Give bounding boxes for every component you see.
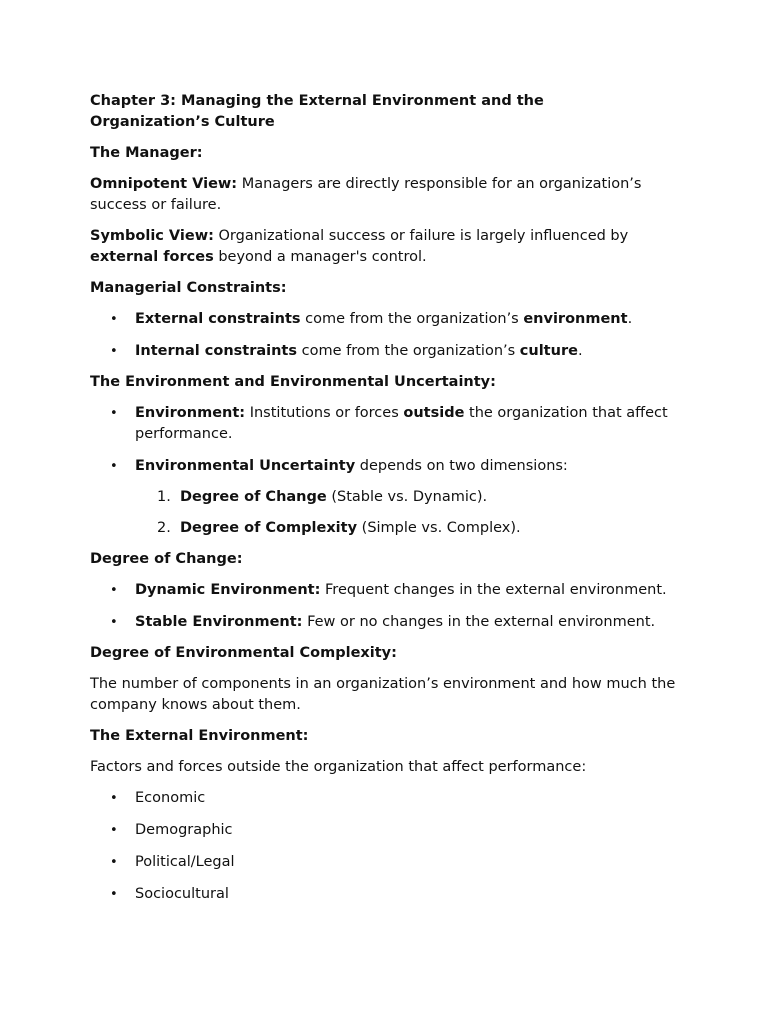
list-item-external-constraints: • External constraints come from the organization’s environment.	[90, 309, 678, 330]
list-item-degree-of-complexity: 2. Degree of Complexity (Simple vs. Complex).	[157, 520, 521, 536]
list-item-internal-constraints: • Internal constraints come from the organization’s culture.	[90, 341, 678, 362]
title-line-2: Organization’s Culture	[90, 114, 275, 130]
section-heading-environmental-complexity: Degree of Environmental Complexity:	[90, 645, 397, 661]
paragraph-complexity: The number of components in an organization’s environment and how much the company knows about them.	[90, 676, 676, 713]
list-item-degree-of-change: 1. Degree of Change (Stable vs. Dynamic).	[157, 489, 488, 505]
section-heading-external-environment: The External Environment:	[90, 728, 309, 744]
list-item-stable-environment: • Stable Environment: Few or no changes in the external environment.	[90, 612, 678, 633]
list-item: • Sociocultural	[90, 884, 678, 905]
term-symbolic-view: Symbolic View:	[90, 228, 214, 244]
constraints-list	[90, 309, 678, 362]
list-item-environment: • Environment: Institutions or forces outside the organization that affect performance.	[90, 403, 678, 445]
dimensions-list	[135, 487, 678, 539]
paragraph-symbolic-view: Symbolic View: Organizational success or failure is largely influenced by external forces beyond a manager's control.	[90, 228, 629, 265]
section-heading-managerial-constraints: Managerial Constraints:	[90, 280, 287, 296]
change-list	[90, 580, 678, 633]
page-title	[90, 91, 678, 133]
list-item: • Demographic	[90, 820, 678, 841]
uncertainty-list	[90, 403, 678, 539]
external-factors-list	[90, 788, 678, 905]
list-item: • Economic	[90, 788, 678, 809]
list-item-dynamic-environment: • Dynamic Environment: Frequent changes in the external environment.	[90, 580, 678, 601]
section-heading-degree-of-change: Degree of Change:	[90, 551, 243, 567]
list-item-environmental-uncertainty: • Environmental Uncertainty depends on two dimensions: 1. Degree of Change (Stable vs. Dynamic). 2. Degree of Complexity (Simple vs. Complex).	[90, 456, 678, 539]
list-item: • Political/Legal	[90, 852, 678, 873]
paragraph-omnipotent-view: Omnipotent View: Managers are directly responsible for an organization’s success or failure.	[90, 176, 642, 213]
section-heading-manager: The Manager:	[90, 145, 203, 161]
title-line-1: Chapter 3: Managing the External Environment and the	[90, 93, 544, 109]
paragraph-external-intro: Factors and forces outside the organization that affect performance:	[90, 759, 587, 775]
section-heading-environmental-uncertainty: The Environment and Environmental Uncertainty:	[90, 374, 496, 390]
term-omnipotent-view: Omnipotent View:	[90, 176, 238, 192]
